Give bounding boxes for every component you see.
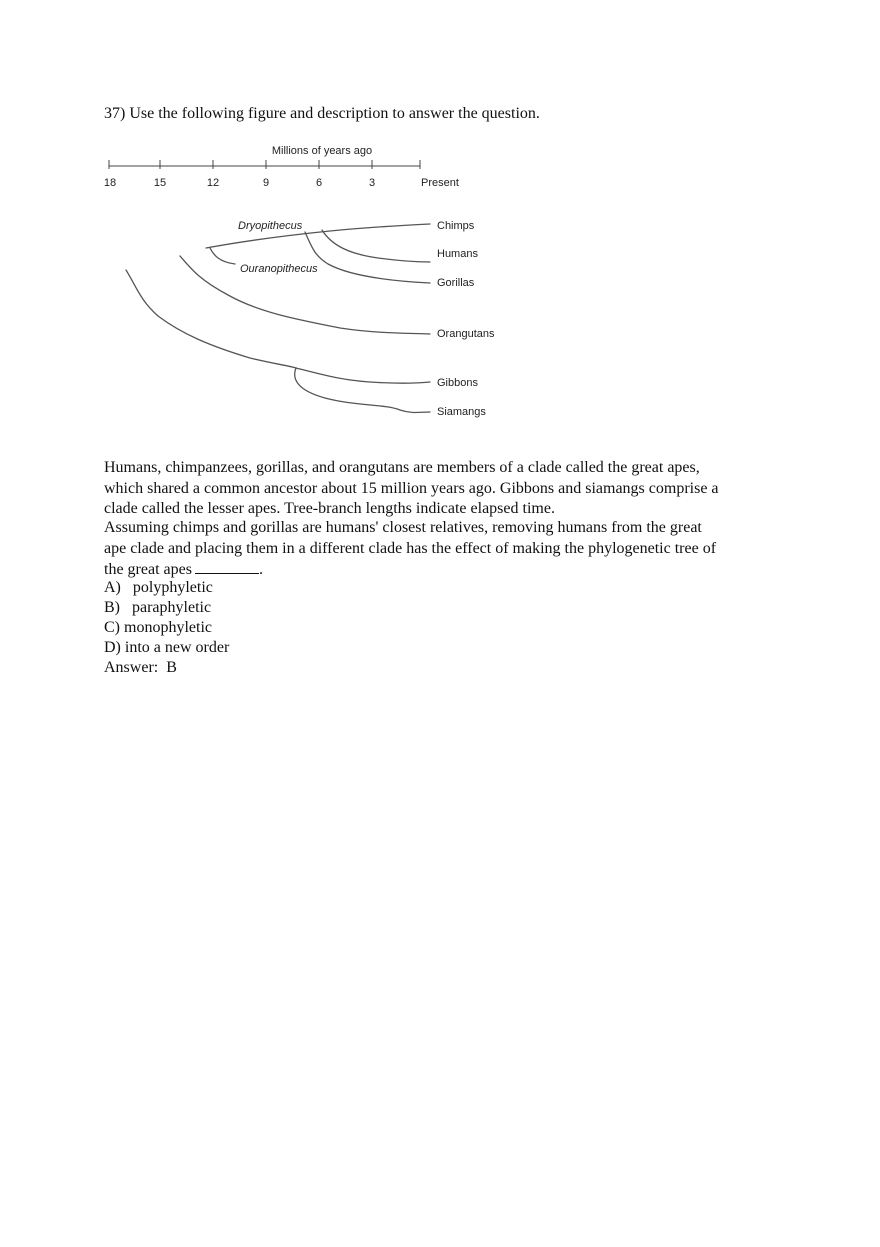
question-stem: [104, 104, 540, 124]
paragraph-line: which shared a common ancestor about 15 million years ago. Gibbons and siamangs comprise a: [104, 479, 719, 497]
tick-label: 6: [315, 177, 323, 189]
question-number: 37): [104, 105, 126, 122]
branch-gibbons: [296, 368, 430, 383]
option-letter: A): [104, 579, 121, 596]
taxon-siamangs: Siamangs: [437, 406, 486, 418]
paragraph-line: clade called the lesser apes. Tree-branch lengths indicate elapsed time.: [104, 500, 555, 517]
option-a: [104, 578, 229, 598]
answer-blank: [195, 559, 259, 574]
tick-label: 3: [368, 177, 376, 189]
option-b: [104, 598, 229, 618]
taxon-humans: Humans: [437, 248, 478, 260]
paragraph-line: Assuming chimps and gorillas are humans' closest relatives, removing humans from the great: [104, 519, 702, 536]
option-text: paraphyletic: [132, 599, 212, 616]
option-c: [104, 618, 229, 638]
question-text: Use the following figure and description to answer the question.: [129, 105, 540, 122]
answer-line: [104, 658, 229, 678]
axis-title: Millions of years ago: [271, 145, 373, 157]
option-letter: B): [104, 599, 120, 616]
branch-siamangs: [295, 368, 430, 413]
phylogenetic-tree-figure: [100, 138, 520, 428]
node-label-ouranopithecus: Ouranopithecus: [240, 263, 318, 275]
taxon-orangutans: Orangutans: [437, 328, 495, 340]
branch-ouranopithecus: [210, 248, 235, 264]
option-text: into a new order: [124, 639, 230, 656]
tick-label: 15: [153, 177, 167, 189]
answer-label: Answer:: [104, 659, 159, 676]
description-paragraph: [104, 458, 784, 520]
taxon-chimps: Chimps: [437, 220, 475, 232]
taxon-gibbons: Gibbons: [437, 377, 478, 389]
answer-options: [104, 578, 229, 678]
tick-label: 9: [262, 177, 270, 189]
branch-gorillas: [305, 232, 430, 283]
taxon-gorillas: Gorillas: [437, 277, 475, 289]
tick-label: 12: [206, 177, 220, 189]
tick-label: 18: [103, 177, 117, 189]
tree-svg: [100, 138, 520, 428]
option-letter: D): [104, 639, 121, 656]
tick-label: Present: [421, 177, 459, 189]
answer-value: B: [166, 659, 177, 676]
question-paragraph: [104, 518, 784, 581]
axis-ticks: [109, 160, 420, 169]
option-d: [104, 638, 229, 658]
sentence-end: .: [258, 561, 263, 578]
paragraph-line: ape clade and placing them in a different clade has the effect of making the phylogenetic tree of: [104, 539, 717, 557]
paragraph-line: Humans, chimpanzees, gorillas, and orangutans are members of a clade called the great apes,: [104, 459, 700, 476]
paragraph-line: the great apes: [104, 561, 192, 578]
option-text: polyphyletic: [132, 579, 213, 596]
branch-humans: [322, 230, 430, 262]
option-text: monophyletic: [124, 619, 212, 636]
node-label-dryopithecus: Dryopithecus: [238, 220, 303, 232]
option-letter: C): [104, 619, 120, 636]
